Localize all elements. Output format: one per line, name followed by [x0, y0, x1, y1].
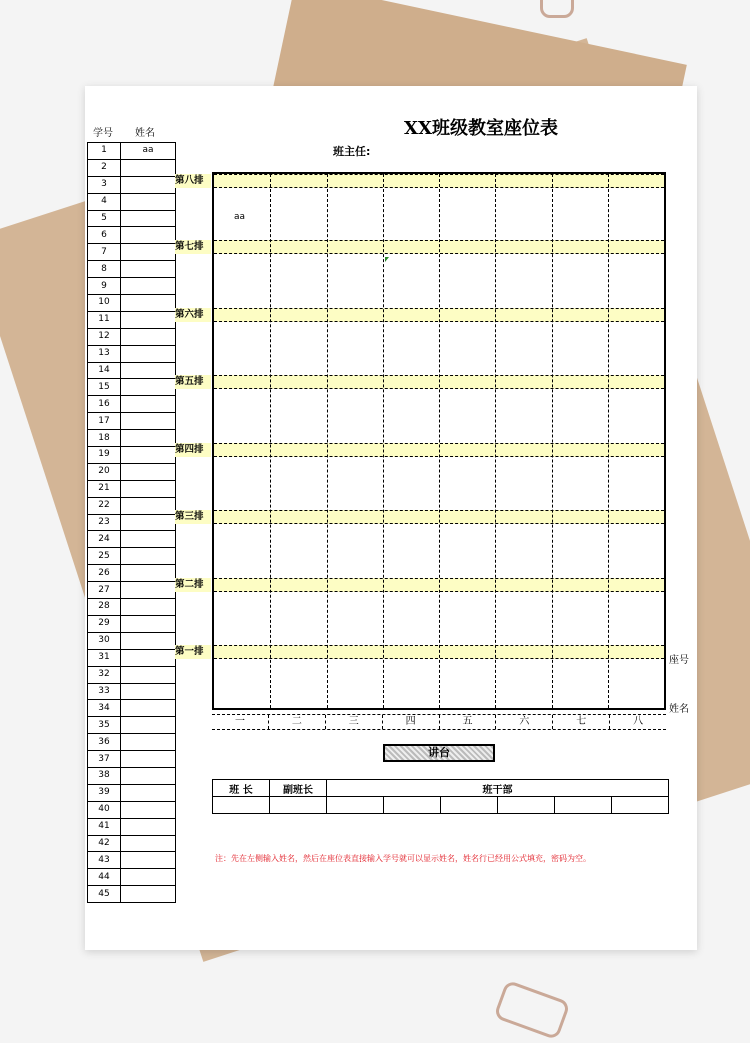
column-label: 四 [382, 715, 439, 729]
student-number: 41 [88, 818, 121, 835]
table-row [88, 751, 176, 768]
table-row [88, 869, 176, 886]
student-number: 33 [88, 683, 121, 700]
student-name[interactable] [121, 295, 176, 312]
student-number: 45 [88, 886, 121, 903]
column-label: 三 [325, 715, 382, 729]
student-name[interactable] [121, 801, 176, 818]
table-row [88, 295, 176, 312]
student-number: 1 [88, 143, 121, 160]
column-label: 八 [609, 715, 666, 729]
table-row [88, 852, 176, 869]
student-name[interactable] [121, 413, 176, 430]
student-name[interactable] [121, 548, 176, 565]
column-divider [552, 174, 553, 708]
student-name[interactable] [121, 193, 176, 210]
student-number: 20 [88, 463, 121, 480]
student-name[interactable] [121, 463, 176, 480]
student-name[interactable] [121, 632, 176, 649]
student-name[interactable] [121, 379, 176, 396]
student-number: 14 [88, 362, 121, 379]
table-row [88, 683, 176, 700]
student-name[interactable] [121, 210, 176, 227]
student-number: 38 [88, 767, 121, 784]
table-row [88, 666, 176, 683]
name-side-label: 姓名 [669, 704, 689, 715]
comment-marker-green [385, 257, 389, 262]
vice-monitor-header: 副班长 [270, 780, 327, 797]
student-number: 44 [88, 869, 121, 886]
column-divider [439, 174, 440, 708]
row-label: 第八排 [175, 174, 211, 188]
column-divider [495, 174, 496, 708]
student-number: 28 [88, 599, 121, 616]
student-name[interactable]: aa [121, 143, 176, 160]
student-number: 21 [88, 480, 121, 497]
teacher-label: 班主任: [333, 145, 371, 158]
table-row [88, 767, 176, 784]
student-name[interactable] [121, 582, 176, 599]
student-number: 18 [88, 430, 121, 447]
student-number: 26 [88, 565, 121, 582]
table-row [88, 818, 176, 835]
column-divider [270, 174, 271, 708]
student-name[interactable] [121, 784, 176, 801]
student-number: 8 [88, 261, 121, 278]
student-name[interactable] [121, 447, 176, 464]
student-roster [87, 142, 176, 903]
column-divider [327, 174, 328, 708]
student-number: 30 [88, 632, 121, 649]
column-label: 五 [439, 715, 496, 729]
cadre-cell[interactable] [213, 797, 270, 814]
column-label: 七 [552, 715, 609, 729]
class-cadre-table [212, 779, 669, 814]
table-row [88, 447, 176, 464]
column-divider [608, 174, 609, 708]
table-row [88, 311, 176, 328]
student-number: 4 [88, 193, 121, 210]
table-row [88, 565, 176, 582]
student-number: 22 [88, 497, 121, 514]
student-name[interactable] [121, 751, 176, 768]
table-row [88, 734, 176, 751]
column-label: 二 [268, 715, 325, 729]
row-label: 第一排 [175, 645, 211, 659]
roster-header-number: 学号 [93, 128, 113, 139]
row-label: 第六排 [175, 308, 211, 322]
student-number: 2 [88, 159, 121, 176]
table-row [88, 599, 176, 616]
cadre-cell[interactable] [327, 797, 384, 814]
table-row [88, 531, 176, 548]
student-number: 25 [88, 548, 121, 565]
student-name[interactable] [121, 649, 176, 666]
cadre-cell[interactable] [498, 797, 555, 814]
student-name[interactable] [121, 362, 176, 379]
table-row [88, 514, 176, 531]
table-row [88, 210, 176, 227]
student-name[interactable] [121, 700, 176, 717]
student-number: 9 [88, 278, 121, 295]
table-row [88, 345, 176, 362]
student-name[interactable] [121, 818, 176, 835]
table-row [88, 413, 176, 430]
student-number: 7 [88, 244, 121, 261]
table-row [88, 244, 176, 261]
table-row [88, 176, 176, 193]
instruction-note: 注：先在左侧输入姓名，然后在座位表直接输入学号就可以显示姓名，姓名行已经用公式填充，密码为空。 [215, 854, 591, 863]
seating-sheet [85, 86, 697, 950]
student-number: 32 [88, 666, 121, 683]
student-name[interactable] [121, 159, 176, 176]
student-number: 29 [88, 615, 121, 632]
student-number: 12 [88, 328, 121, 345]
student-number: 11 [88, 311, 121, 328]
student-number: 10 [88, 295, 121, 312]
student-name[interactable] [121, 531, 176, 548]
student-number: 6 [88, 227, 121, 244]
table-row [88, 328, 176, 345]
cadre-cell[interactable] [441, 797, 498, 814]
student-number: 36 [88, 734, 121, 751]
student-number: 34 [88, 700, 121, 717]
student-name[interactable] [121, 869, 176, 886]
cadres-header: 班干部 [327, 780, 669, 797]
student-number: 39 [88, 784, 121, 801]
student-name[interactable] [121, 176, 176, 193]
table-row [88, 548, 176, 565]
row-label: 第三排 [175, 510, 211, 524]
table-row [88, 886, 176, 903]
table-row [88, 801, 176, 818]
student-name[interactable] [121, 261, 176, 278]
student-number: 43 [88, 852, 121, 869]
table-row [88, 784, 176, 801]
table-row [88, 480, 176, 497]
table-row [88, 700, 176, 717]
cadre-cell[interactable] [612, 797, 669, 814]
student-name[interactable] [121, 480, 176, 497]
table-row [88, 396, 176, 413]
student-number: 15 [88, 379, 121, 396]
student-number: 17 [88, 413, 121, 430]
seat-number-side-label: 座号 [669, 655, 689, 666]
table-row [88, 615, 176, 632]
row-label: 第七排 [175, 240, 211, 254]
student-number: 27 [88, 582, 121, 599]
student-number: 31 [88, 649, 121, 666]
column-divider [383, 174, 384, 708]
paper-clip-top [540, 0, 574, 18]
table-row [88, 717, 176, 734]
cadre-cell[interactable] [384, 797, 441, 814]
table-row [88, 227, 176, 244]
student-number: 23 [88, 514, 121, 531]
table-row [88, 261, 176, 278]
student-name[interactable] [121, 717, 176, 734]
cadre-cell[interactable] [555, 797, 612, 814]
student-number: 24 [88, 531, 121, 548]
table-row [88, 497, 176, 514]
student-number: 42 [88, 835, 121, 852]
monitor-header: 班 长 [213, 780, 270, 797]
student-name[interactable] [121, 227, 176, 244]
seat-name[interactable]: aa [234, 212, 246, 222]
student-name[interactable] [121, 835, 176, 852]
student-name[interactable] [121, 734, 176, 751]
table-row [88, 193, 176, 210]
student-number: 40 [88, 801, 121, 818]
student-name[interactable] [121, 683, 176, 700]
student-name[interactable] [121, 497, 176, 514]
student-name[interactable] [121, 615, 176, 632]
table-row [88, 835, 176, 852]
student-name[interactable] [121, 430, 176, 447]
student-number: 35 [88, 717, 121, 734]
table-row [88, 379, 176, 396]
student-name[interactable] [121, 311, 176, 328]
table-row [88, 632, 176, 649]
student-name[interactable] [121, 514, 176, 531]
student-name[interactable] [121, 565, 176, 582]
student-name[interactable] [121, 396, 176, 413]
column-label-row [212, 714, 666, 730]
table-row [88, 278, 176, 295]
student-name[interactable] [121, 345, 176, 362]
student-number: 5 [88, 210, 121, 227]
student-name[interactable] [121, 328, 176, 345]
student-number: 37 [88, 751, 121, 768]
cadre-cell[interactable] [270, 797, 327, 814]
student-name[interactable] [121, 244, 176, 261]
student-name[interactable] [121, 767, 176, 784]
student-name[interactable] [121, 852, 176, 869]
table-row [88, 430, 176, 447]
table-row [88, 649, 176, 666]
student-name[interactable] [121, 666, 176, 683]
student-number: 19 [88, 447, 121, 464]
column-label: 一 [234, 716, 245, 727]
table-row [88, 582, 176, 599]
row-label: 第四排 [175, 443, 211, 457]
student-name[interactable] [121, 278, 176, 295]
student-number: 13 [88, 345, 121, 362]
roster-header-name: 姓名 [135, 128, 155, 139]
row-label: 第五排 [175, 375, 211, 389]
paper-clip-bottom [493, 980, 571, 1041]
row-label: 第二排 [175, 578, 211, 592]
column-label: 六 [495, 715, 552, 729]
table-row [88, 159, 176, 176]
table-row [88, 463, 176, 480]
student-number: 16 [88, 396, 121, 413]
student-number: 3 [88, 176, 121, 193]
seating-grid [212, 172, 666, 710]
table-row [88, 143, 176, 160]
page-title: XX班级教室座位表 [404, 118, 558, 139]
student-name[interactable] [121, 886, 176, 903]
podium: 讲台 [383, 744, 495, 762]
table-row [88, 362, 176, 379]
student-name[interactable] [121, 599, 176, 616]
